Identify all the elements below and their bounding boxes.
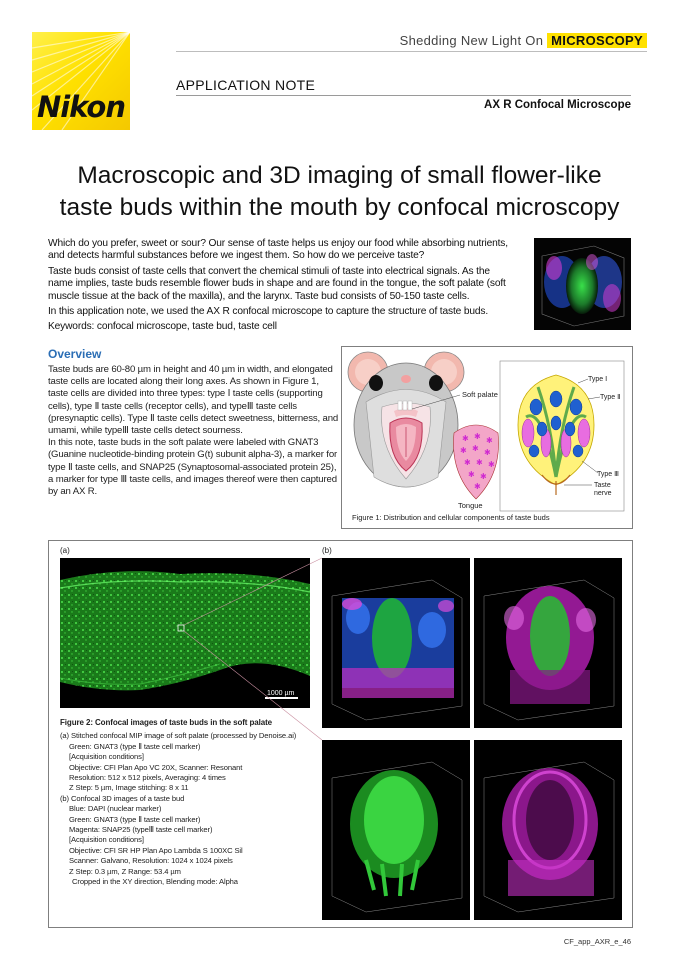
svg-text:✱: ✱ xyxy=(474,482,481,491)
title-line-2: taste buds within the mouth by confocal microscopy xyxy=(59,194,620,221)
svg-text:✱: ✱ xyxy=(460,446,467,455)
svg-text:✱: ✱ xyxy=(476,458,483,467)
overview-paragraph-2: In this note, taste buds in the soft palate were labeled with GNAT3 (Guanine nucleotide-binding protein G(t) subunit alpha-3), a marker for type Ⅱ taste cells, and SNAP25 (Synaptosomal-associated protein 25), a marker for type Ⅲ taste cells, and images thereof were then captured by an AX R. xyxy=(48,437,338,498)
svg-text:✱: ✱ xyxy=(480,472,487,481)
svg-text:✱: ✱ xyxy=(486,436,493,445)
caption-line: [Acquisition conditions] xyxy=(69,752,144,762)
caption-line: Scanner: Galvano, Resolution: 1024 x 1024 pixels xyxy=(69,856,233,866)
caption-line: Objective: CFI SR HP Plan Apo Lambda S 100XC Sil xyxy=(69,845,243,855)
caption-line: [Acquisition conditions] xyxy=(69,835,144,845)
label-type-1: Type Ⅰ xyxy=(588,376,608,383)
3d-panel-green xyxy=(322,740,470,920)
figure-2-caption-title: Figure 2: Confocal images of taste buds in the soft palate xyxy=(60,718,273,727)
label-type-2: Type Ⅱ xyxy=(600,394,621,401)
label-type-3: Type Ⅲ xyxy=(597,471,619,478)
svg-text:✱: ✱ xyxy=(464,458,471,467)
caption-line: Green: GNAT3 (type Ⅱ taste cell marker) xyxy=(69,814,201,824)
caption-line: Z Step: 0.3 µm, Z Range: 53.4 µm xyxy=(69,866,181,876)
caption-line: Blue: DAPI (nuclear marker) xyxy=(69,804,162,814)
label-tongue: Tongue xyxy=(458,501,483,510)
section-label: APPLICATION NOTE xyxy=(176,77,316,93)
svg-text:✱: ✱ xyxy=(472,444,479,453)
figure-2-caption xyxy=(60,718,310,888)
svg-text:✱: ✱ xyxy=(468,470,475,479)
svg-text:✱: ✱ xyxy=(474,432,481,441)
intro-paragraph-3: In this application note, we used the AX R confocal microscope to capture the structure of taste buds. xyxy=(48,306,488,318)
keywords: Keywords: confocal microscope, taste bud, taste cell xyxy=(48,321,277,333)
title-line-1: Macroscopic and 3D imaging of small flower-like xyxy=(77,162,602,189)
3d-panel-merged xyxy=(322,558,470,728)
scale-bar-label: 1000 µm xyxy=(267,690,295,697)
overview-heading: Overview xyxy=(48,347,102,361)
intro-paragraph-2: Taste buds consist of taste cells that convert the chemical stimuli of taste into electrical signals. As the name implies, taste buds resemble flower buds in shape and are found in the tongue, the soft palate (soft muscle tissue at the back of the maxilla), and the larynx. Taste bud consists of 50-150 taste cells. xyxy=(48,265,506,302)
caption-line: (a) Stitched confocal MIP image of soft palate (processed by Denoise.ai) xyxy=(60,731,297,741)
caption-line: Magenta: SNAP25 (typeⅢ taste cell marker) xyxy=(69,825,213,835)
figure-2b-label: (b) xyxy=(322,546,332,555)
caption-line: Cropped in the XY direction, Blending mode: Alpha xyxy=(72,877,238,887)
figure-1-caption: Figure 1: Distribution and cellular components of taste buds xyxy=(352,513,550,522)
3d-panel-magenta-green xyxy=(474,558,622,728)
label-taste-nerve-1: Taste xyxy=(594,482,611,489)
caption-line: Objective: CFI Plan Apo VC 20X, Scanner: Resonant xyxy=(69,762,243,772)
figure-2-caption-lines xyxy=(60,731,310,887)
3d-panel-magenta xyxy=(474,740,622,920)
product-name: AX R Confocal Microscope xyxy=(484,99,631,111)
svg-text:✱: ✱ xyxy=(462,434,469,443)
label-soft-palate: Soft palate xyxy=(462,390,498,399)
svg-text:✱: ✱ xyxy=(488,460,495,469)
tagline-highlight: MICROSCOPY xyxy=(547,33,647,48)
svg-text:✱: ✱ xyxy=(484,448,491,457)
caption-line: Z Step: 5 µm, Image stitching: 8 x 11 xyxy=(69,783,189,793)
intro-paragraph-1: Which do you prefer, sweet or sour? Our sense of taste helps us enjoy our food while absorbing nutrients, and detects harmful substances before we ingest them. So how do we perceive taste? xyxy=(48,238,508,262)
caption-line: Green: GNAT3 (type Ⅱ taste cell marker) xyxy=(69,741,201,751)
caption-line: Resolution: 512 x 512 pixels, Averaging: 4 times xyxy=(69,773,226,783)
document-code: CF_app_AXR_e_46 xyxy=(563,937,631,946)
figure-2a-label: (a) xyxy=(60,546,70,555)
caption-line: (b) Confocal 3D images of a taste bud xyxy=(60,793,185,803)
tagline-prefix: Shedding New Light On xyxy=(399,33,544,48)
overview-paragraph-1: Taste buds are 60-80 µm in height and 40 µm in width, and elongated taste cells are located along their long axes. As shown in Figure 1, taste cells are divided into three types: type Ⅰ taste cells (supporting cells), type Ⅱ taste cells (receptor cells), and typeⅢ taste cells (presynaptic cells). Type Ⅱ taste cells detect sweetness, bitterness, and umami, while typeⅢ taste cells detect sourness. xyxy=(48,364,339,437)
label-taste-nerve-2: nerve xyxy=(594,490,612,497)
logo-wordmark: Nikon xyxy=(36,90,126,124)
